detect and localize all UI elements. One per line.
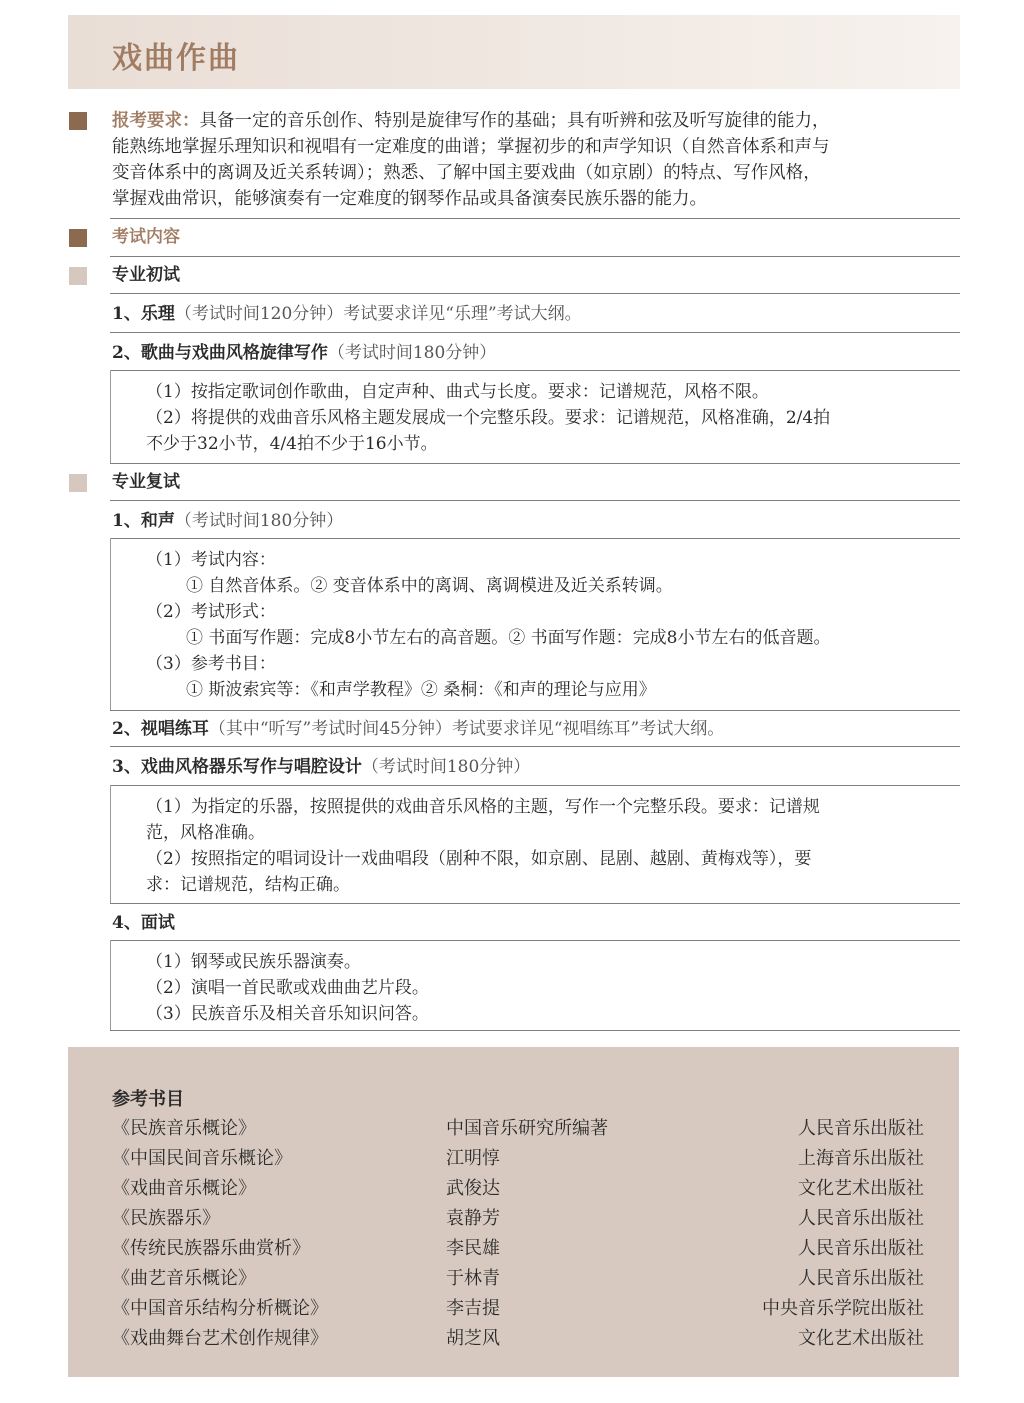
item-number: 3、 [112, 757, 141, 777]
requirement-line: 掌握戏曲常识，能够演奏有一定难度的钢琴作品或具备演奏民族乐器的能力。 [112, 189, 707, 209]
divider [110, 370, 960, 371]
detail-line: （3）民族音乐及相关音乐知识问答。 [146, 1004, 429, 1024]
detail-line: 不少于32小节，4/4拍不少于16小节。 [146, 434, 438, 454]
requirement-line: 具备一定的音乐创作、特别是旋律写作的基础；具有听辨和弦及听写旋律的能力， [199, 111, 830, 131]
retest-item-1-details [146, 547, 830, 703]
divider [110, 332, 960, 333]
item-text: （考试时间120分钟）考试要求详见“乐理”考试大纲。 [174, 304, 582, 324]
section-marker-retest [69, 474, 87, 492]
preliminary-heading: 专业初试 [112, 265, 180, 285]
detail-line: （2）演唱一首民歌或戏曲曲艺片段。 [146, 978, 429, 998]
item-number: 1、 [112, 304, 141, 324]
detail-line: （2）按照指定的唱词设计一戏曲唱段（剧种不限，如京剧、昆剧、越剧、黄梅戏等），要 [146, 849, 812, 869]
section-marker-preliminary [69, 267, 87, 285]
title-band [68, 15, 960, 89]
divider [110, 538, 960, 539]
retest-item-3 [112, 754, 530, 780]
detail-line: （2）将提供的戏曲音乐风格主题发展成一个完整乐段。要求：记谱规范，风格准确，2/4拍 [146, 408, 831, 428]
block-border [110, 785, 111, 903]
preliminary-item-2-details [146, 379, 830, 457]
detail-line: （1）按指定歌词创作歌曲，自定声种、曲式与长度。要求：记谱规范，风格不限。 [146, 382, 769, 402]
references-title: 参考书目 [112, 1089, 184, 1110]
retest-item-1 [112, 508, 343, 534]
divider [110, 746, 960, 747]
reference-row [112, 1144, 924, 1174]
divider [110, 710, 960, 711]
retest-item-2 [112, 716, 724, 742]
item-text: （其中“听写”考试时间45分钟）考试要求详见“视唱练耳”考试大纲。 [208, 719, 725, 739]
reference-row [112, 1234, 924, 1264]
preliminary-item-1 [112, 301, 582, 327]
detail-line: （2）考试形式： [146, 602, 276, 622]
detail-line: ① 斯波索宾等：《和声学教程》② 桑桐：《和声的理论与应用》 [186, 680, 656, 700]
item-number: 2、 [112, 343, 141, 363]
requirement-line: 变音体系中的离调及近关系转调）；熟悉、了解中国主要戏曲（如京剧）的特点、写作风格， [112, 163, 821, 183]
detail-line: （1）钢琴或民族乐器演奏。 [146, 952, 361, 972]
reference-row [112, 1324, 924, 1354]
reference-publisher: 上海音乐出版社 [798, 1148, 924, 1169]
divider [110, 903, 960, 904]
reference-book: 《曲艺音乐概论》 [112, 1268, 256, 1289]
reference-row [112, 1114, 924, 1144]
item-text: （考试时间180分钟） [327, 343, 497, 363]
reference-publisher: 中央音乐学院出版社 [762, 1298, 924, 1319]
divider [110, 785, 960, 786]
block-border [110, 538, 111, 710]
divider [110, 500, 960, 501]
reference-author: 胡芝风 [446, 1328, 500, 1349]
reference-book: 《民族音乐概论》 [112, 1118, 256, 1139]
divider [110, 218, 960, 219]
detail-line: （1）考试内容： [146, 550, 276, 570]
item-name: 戏曲风格器乐写作与唱腔设计 [140, 757, 362, 777]
divider [110, 940, 960, 941]
item-number: 2、 [112, 719, 141, 739]
reference-row [112, 1204, 924, 1234]
retest-item-3-details [146, 794, 820, 898]
reference-row [112, 1174, 924, 1204]
reference-book: 《戏曲音乐概论》 [112, 1178, 256, 1199]
reference-author: 李吉提 [446, 1298, 500, 1319]
reference-book: 《民族器乐》 [112, 1208, 220, 1229]
divider [110, 256, 960, 257]
item-name: 歌曲与戏曲风格旋律写作 [140, 343, 328, 363]
reference-publisher: 人民音乐出版社 [798, 1268, 924, 1289]
retest-heading: 专业复试 [112, 472, 180, 492]
divider [110, 1030, 960, 1031]
detail-line: ① 书面写作题：完成8小节左右的高音题。② 书面写作题：完成8小节左右的低音题。 [186, 628, 831, 648]
reference-book: 《中国音乐结构分析概论》 [112, 1298, 328, 1319]
references-panel [68, 1047, 959, 1377]
reference-publisher: 人民音乐出版社 [798, 1208, 924, 1229]
section-marker-requirement [69, 112, 87, 130]
reference-author: 中国音乐研究所编著 [446, 1118, 608, 1139]
detail-line: 求：记谱规范，结构正确。 [146, 875, 350, 895]
reference-author: 于林青 [446, 1268, 500, 1289]
item-number: 1、 [112, 511, 141, 531]
detail-line: （3）参考书目： [146, 654, 276, 674]
reference-author: 李民雄 [446, 1238, 500, 1259]
item-text: （考试时间180分钟） [361, 757, 531, 777]
reference-book: 《传统民族器乐曲赏析》 [112, 1238, 310, 1259]
item-name: 乐理 [140, 304, 175, 324]
reference-row [112, 1294, 924, 1324]
item-name: 和声 [140, 511, 175, 531]
requirement-label: 报考要求： [112, 111, 200, 131]
requirement-paragraph [112, 108, 932, 212]
retest-item-4-details [146, 949, 429, 1027]
block-border [110, 940, 111, 1030]
preliminary-item-2 [112, 340, 496, 366]
divider [110, 463, 960, 464]
reference-author: 袁静芳 [446, 1208, 500, 1229]
reference-publisher: 文化艺术出版社 [798, 1178, 924, 1199]
section-marker-exam-content [69, 229, 87, 247]
reference-author: 武俊达 [446, 1178, 500, 1199]
divider [110, 293, 960, 294]
reference-author: 江明惇 [446, 1148, 500, 1169]
item-name: 视唱练耳 [140, 719, 209, 739]
exam-content-heading: 考试内容 [112, 227, 180, 247]
requirement-line: 能熟练地掌握乐理知识和视唱有一定难度的曲谱；掌握初步的和声学知识（自然音体系和声与 [112, 137, 830, 157]
retest-item-4 [112, 910, 175, 936]
reference-book: 《中国民间音乐概论》 [112, 1148, 292, 1169]
reference-publisher: 人民音乐出版社 [798, 1238, 924, 1259]
detail-line: 范，风格准确。 [146, 823, 265, 843]
detail-line: （1）为指定的乐器，按照提供的戏曲音乐风格的主题，写作一个完整乐段。要求：记谱规 [146, 797, 820, 817]
item-number: 4、 [112, 913, 141, 933]
reference-book: 《戏曲舞台艺术创作规律》 [112, 1328, 328, 1349]
reference-publisher: 人民音乐出版社 [798, 1118, 924, 1139]
block-border [110, 370, 111, 463]
item-text: （考试时间180分钟） [174, 511, 344, 531]
page-title: 戏曲作曲 [112, 41, 240, 76]
reference-row [112, 1264, 924, 1294]
detail-line: ① 自然音体系。② 变音体系中的离调、离调模进及近关系转调。 [186, 576, 673, 596]
reference-publisher: 文化艺术出版社 [798, 1328, 924, 1349]
item-name: 面试 [140, 913, 175, 933]
